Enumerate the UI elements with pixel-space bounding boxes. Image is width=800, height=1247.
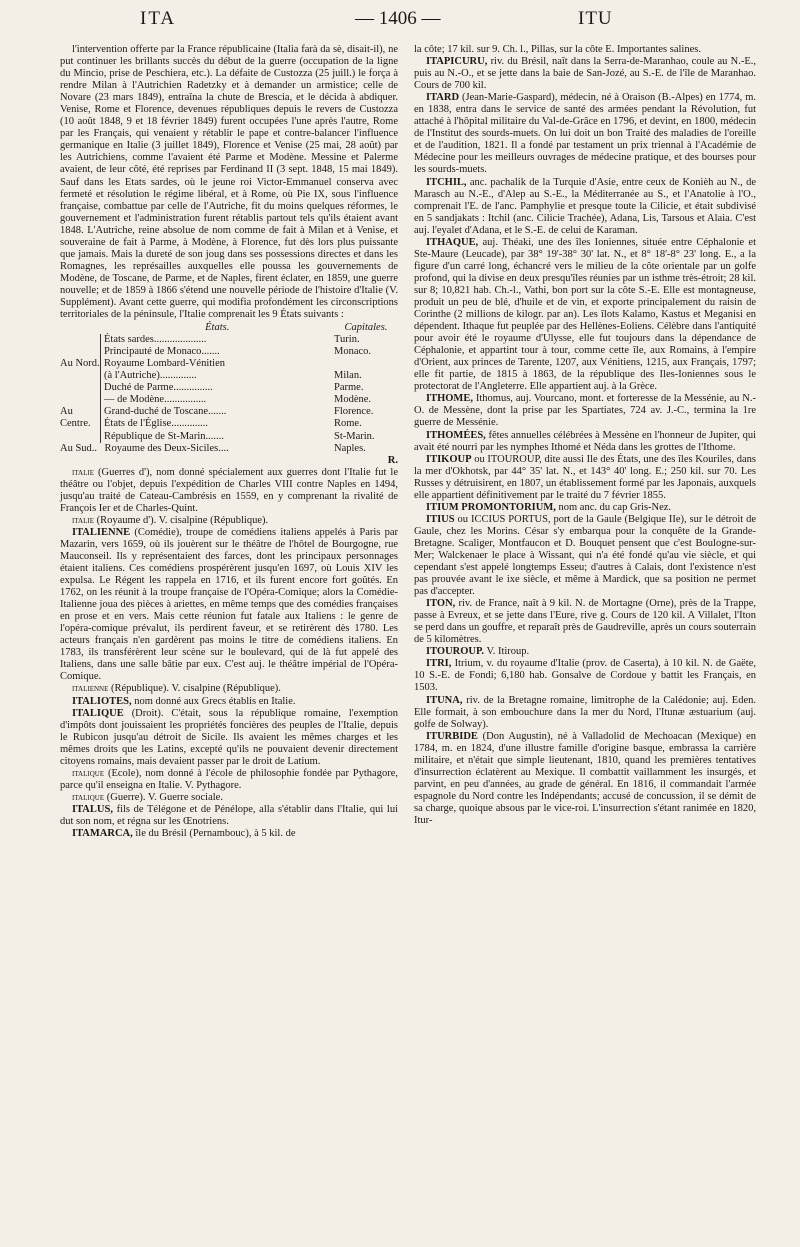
entry-text: fêtes annuelles célébrées à Messène en l'honneur de Jupiter, qui avait été nourri par les nymphes Ithomé et Néda dans les grottes de l'Ithome. xyxy=(414,429,756,453)
entry-head: ITALUS, xyxy=(72,803,113,815)
entry-text: (Don Augustin), né à Valladolid de Mechoacan (Mexique) en 1784, m. en 1824, d'une illustre famille d'origine basque, embrassa la carrière militaire, et n'était que simple lieutenant, 1810, quand les premières tentatives d'insurrection éclatèrent au Mexique. Il combattit vaillamment les insurgés, et parvint, en peu d'années, au grade de général. En 1816, il commandait l'armée espagnole du Nord contre les Indépendants; accusé de concussion, il se démit de sa charge, quoique absous par le vice-roi. L'insurrection s'étant ranimée en 1820, Itur- xyxy=(414,730,757,826)
entry-text: Itrium, v. du royaume d'Italie (prov. de Caserta), à 10 kil. N. de Gaëte, 10 S.-E. de Fondi; 6,180 hab. Gonsalve de Cordoue y battit les Français, en 1503. xyxy=(414,658,757,694)
capitals-header: Capitales. xyxy=(344,322,388,334)
entry-text: (République). V. cisalpine (République). xyxy=(111,683,281,695)
entry-ituna xyxy=(414,695,756,731)
state-capital: Rome. xyxy=(334,418,362,430)
entry-itikoup xyxy=(414,454,756,502)
entry-text: V. Itiroup. xyxy=(486,646,530,658)
table-row xyxy=(60,358,398,370)
header-left: ITA xyxy=(140,8,177,29)
table-row xyxy=(60,346,398,358)
entry-text: nom donné aux Grecs établis en Italie. xyxy=(134,695,296,707)
table-row xyxy=(60,334,398,346)
state-name: Principauté de Monaco....... xyxy=(101,346,335,358)
state-name: Grand-duché de Toscane....... xyxy=(101,406,335,418)
entry-ithaque xyxy=(414,237,756,394)
state-name: Duché de Parme............... xyxy=(101,382,335,394)
entry-head: ITON, xyxy=(426,598,456,610)
table-row xyxy=(60,418,398,430)
state-capital: Milan. xyxy=(334,370,362,382)
entry-head: ITIUM PROMONTORIUM, xyxy=(426,501,556,513)
state-name: États sardes.................... xyxy=(101,334,335,346)
entry-text: Ithomus, auj. Vourcano, mont. et forteresse de la Messénie, au N.-O. de Messène, dont la prise par les Spartiates, 724 av. J.-C., termina la 1re guerre de Messénie. xyxy=(414,393,756,429)
state-name: — de Modène................ xyxy=(101,394,335,406)
entry-text: (Ecole), nom donné à l'école de philosophie fondée par Pythagore, parce qu'il enseigna en Italie. V. Pythagore. xyxy=(60,767,398,791)
state-name: Royaume Lombard-Vénitien xyxy=(101,358,335,370)
states-table xyxy=(60,322,398,467)
entry-head: italique xyxy=(72,767,105,779)
entry-head: ITIKOUP xyxy=(426,453,472,465)
page-header xyxy=(0,4,800,34)
entry-italienne-republique xyxy=(60,683,398,695)
region-nord: Au Nord. xyxy=(60,358,100,370)
entry-head: ITUNA, xyxy=(426,694,463,706)
state-capital: St-Marin. xyxy=(334,430,375,442)
entry-italie-continued: l'intervention offerte par la France républicaine (Italia farà da sè, disait-il), ne put continuer les brillants succès du début de la guerre (occupation de la ligne du Mincio, prise de Peschiera, etc.). La défaite de Custozza (25 juill.) le força à rendre Milan à l'Autrichien Radetzky et à demander un armistice; celle de Novare (23 mars 1849), entraîna la chute de Brescia, et le décida à abdiquer. Venise, Rome et Florence, devenues républiques depuis le revers de Custozza (10 août 1848, 9 et 18 février 1849) furent occupées l'une après l'autre, Rome par les Français, qui venaient y rétablir le pape et contre-balancer l'influence germanique en Italie (3 juillet 1849), Florence et Venise (25 mai, 28 août) par les Autrichiens, comme l'avaient été Parme et Modène. Messine et Palerme avaient, de leur côté, été reprises par Ferdinand II (3 sept. 1848, 15 mai 1849). Sauf dans les Etats sardes, où le jeune roi Victor-Emmanuel conserva avec fermeté et résolution le régime libéral, et à Rome, où Pie IX, sous l'influence française, combattue par celle de l'Autriche, fit du moins quelques réformes, le gouvernement et l'administration furent rétablis partout tels qu'ils étaient avant 1848. L'Autriche, reine absolue de nom comme de fait à Milan et à Venise, et souveraine de fait à Parme, à Modène, à Florence, fut dès lors plus puissante que jamais. Mais la dureté de son joug dans ses possessions directes et dans les Romagnes, les représailles auxquelles elle poussa les gouvernements de Modène, de Toscane, de Parme, et de Naples, firent éclater, en 1859, une guerre nouvelle; et de 1859 à 1866 s'étend une nouvelle période de l'histoire d'Italie (V. Supplément). Avant cette guerre, qui modifia profondément les circonscriptions territoriales de la péninsule, l'Italie comprenait les 9 États suivants : xyxy=(60,44,398,321)
entry-head: ITAMARCA, xyxy=(72,828,133,840)
entry-italique-ecole xyxy=(60,768,398,792)
entry-head: ITIUS xyxy=(426,513,455,525)
table-row xyxy=(60,443,398,455)
entry-head: ITAPICURU, xyxy=(426,56,488,68)
entry-itamarca xyxy=(60,828,398,840)
entry-text: (Guerres d'), nom donné spécialement aux guerres dont l'Italie fut le théâtre ou l'objet, depuis l'expédition de Charles VIII contre Naples en 1494, jusqu'au traité de Cateau-Cambrésis en 1559, en y comprenant la rivalité de François Ier et de Charles-Quint. xyxy=(60,466,399,514)
table-row xyxy=(60,406,398,418)
state-capital: Monaco. xyxy=(334,346,372,358)
table-row xyxy=(60,370,398,382)
state-capital: Naples. xyxy=(334,442,366,454)
state-capital xyxy=(334,358,398,370)
entry-head: ITCHIL, xyxy=(426,176,467,188)
table-row xyxy=(60,431,398,443)
entry-text: anc. pachalik de la Turquie d'Asie, entre ceux de Konièh au N., de Marasch au N.-E., d'Alep au S.-E., la Méditerranée au S., et l'Anatolie à l'O., comprenait l'E. de l'anc. Pamphylie et presque toute la Cilicie, et était subdivisé en 5 sandjakats : Itchil (anc. Cilicie Trachée), Adana, Lis, Tarsous et Alaia. C'est auj. l'eyalet d'Adana, et le S.-E. de celui de Karaman. xyxy=(414,176,756,236)
entry-text: (Guerre). V. Guerre sociale. xyxy=(106,791,223,803)
table-row xyxy=(60,382,398,394)
entry-itius xyxy=(414,514,756,598)
states-header: États. xyxy=(205,322,230,334)
region-centre: Au Centre. xyxy=(60,406,91,430)
right-column xyxy=(414,44,756,827)
entry-iton xyxy=(414,598,756,646)
entry-head: italique xyxy=(72,791,105,803)
entry-head: ITALIQUE xyxy=(72,707,124,719)
entry-head: ITALIOTES, xyxy=(72,695,132,707)
state-capital: Florence. xyxy=(334,406,374,418)
entry-head: italie xyxy=(72,466,94,478)
entry-itchil xyxy=(414,177,756,237)
entry-text: (Royaume d'). V. cisalpine (République). xyxy=(96,514,269,526)
entry-italus xyxy=(60,804,398,828)
entry-text: riv. de France, naît à 9 kil. N. de Mortagne (Orne), près de la Trappe, passe à Evreux, et se jette dans l'Eure, rive g. Cours de 120 kil. A Villalet, l'Iton se perd dans un gouffre, et reparaît près de Gaudreville, après un cours souterrain de 5 kilomètres. xyxy=(414,598,757,646)
entry-text: fils de Télégone et de Pénélope, alla s'établir dans l'Italie, qui lui dut son nom, et régna sur les Œnotriens. xyxy=(60,803,399,827)
state-name: (à l'Autriche).............. xyxy=(101,370,335,382)
entry-ithome xyxy=(414,393,756,429)
entry-italie-royaume xyxy=(60,515,398,527)
entry-ithomees xyxy=(414,430,756,454)
entry-head: ITHOMÉES, xyxy=(426,429,486,441)
entry-head: ITARD xyxy=(426,92,460,104)
entry-head: ITHAQUE, xyxy=(426,236,479,248)
entry-text: riv. du Brésil, naît dans la Serra-de-Maranhao, coule au N.-E., puis au N.-O., et se jette dans la baie de San-Jozé, au S.-E. de l'île de Maranhao. Cours de 700 kil. xyxy=(414,56,756,92)
entry-text: riv. de la Bretagne romaine, limitrophe de la Calédonie; auj. Eden. Elle formait, à son embouchure dans la mer du Nord, l'Itunæ æstuarium (auj. golfe de Solway). xyxy=(414,694,757,730)
header-right: ITU xyxy=(578,8,613,29)
entry-head: italie xyxy=(72,514,94,526)
entry-head: ITRI, xyxy=(426,658,452,670)
state-capital: Modène. xyxy=(334,394,372,406)
entry-text: ou ITOUROUP, dite aussi Ile des États, une des îles Kouriles, dans la mer d'Okhotsk, par 44° 35' lat. N., et 143° 40' long. E.; 250 kil. sur 70. Les Russes y détruisirent, en 1807, un établissement formé par les Japonais, auxquels elle appartient définitivement par le traité du 7 février 1855. xyxy=(414,453,757,501)
entry-itapicuru xyxy=(414,56,756,92)
entry-itard xyxy=(414,92,756,176)
table-row xyxy=(60,394,398,406)
entry-text: (Jean-Marie-Gaspard), médecin, né à Oraison (B.-Alpes) en 1774, m. en 1838, entra dans le service de santé des armées pendant la Révolution, fut attaché à l'hôpital militaire du Val-de-Grâce en 1796, et devint, en 1800, médecin de l'Institut des sourds-muets. On lui doit un bon Traité des maladies de l'oreille et de l'audition, 1821. Il a fondé par testament un prix triennal à l'Académie de Médecine pour les meilleurs ouvrages de médecine pratique, et des bourses pour les sourds-muets. xyxy=(414,92,756,176)
entry-head: ITURBIDE xyxy=(426,730,478,742)
state-capital: Parme. xyxy=(334,382,364,394)
header-page-number: — 1406 — xyxy=(355,8,441,29)
entry-itouroup xyxy=(414,646,756,658)
state-capital: Turin. xyxy=(334,334,360,346)
entry-italique-droit xyxy=(60,708,398,768)
entry-italienne-comedie xyxy=(60,527,398,684)
entry-itium xyxy=(414,502,756,514)
entry-head: ITALIENNE xyxy=(72,526,131,538)
entry-italiotes xyxy=(60,696,398,708)
entry-head: italienne xyxy=(72,683,109,695)
entry-text: (Comédie), troupe de comédiens italiens appelés à Paris par Mazarin, vers 1659, où ils jouèrent sur le théâtre de l'hôtel de Bourgogne, rue Mauconseil. Ils y représentaient des farces, dont les principaux personnages étaient italiens. Ces comédiens prospérèrent jusqu'en 1697, où Louis XIV les expulsa. Le Régent les rappela en 1716, et ils furent encore fort goûtés. En 1762, on les réunit à la troupe française de l'Opéra-Comique; alors la Comédie-Italienne joua des pièces à ariettes, en même temps que des comédies françaises en prose et en vers. Mais cette réunion fut fatale aux Italiens : le genre de l'opéra-comique prévalut, ils perdirent faveur, et se retirèrent dès 1780. Les acteurs français n'en gardèrent pas moins le titre de comédiens italiens. En 1783, ils transférèrent leur scène sur le boulevard, qui de là fut appelé des Italiens, dans une salle bâtie par eux. C'est auj. le théâtre impérial de l'Opéra-Comique. xyxy=(60,526,398,683)
state-name: République de St-Marin....... xyxy=(101,431,335,443)
entry-itri xyxy=(414,658,756,694)
state-name: Royaume des Deux-Siciles.... xyxy=(104,442,229,454)
entry-head: ITOUROUP. xyxy=(426,646,485,658)
entry-itamarca-continued: la côte; 17 kil. sur 9. Ch. l., Pillas, sur la côte E. Importantes salines. xyxy=(414,44,701,55)
entry-text: île du Brésil (Pernambouc), à 5 kil. de xyxy=(135,828,296,840)
state-name: États de l'Église.............. xyxy=(101,418,335,430)
entry-text: (Droit). C'était, sous la république romaine, l'exemption d'impôts dont jouissaient les propriétés foncières des peuples de l'Italie, depuis le Rubicon jusqu'au détroit de Sicile. Ils avaient les mêmes charges et les mêmes droits que les Latins, excepté qu'ils ne pouvaient devenir directement citoyens romains, mais devaient passer par le droit de Latium. xyxy=(60,707,398,767)
entry-text: auj. Théaki, une des îles Ioniennes, située entre Céphalonie et Ste-Maure (Leucade), par 38° 19'-38° 30' lat. N., et 8° 18'-8° 23' long. E., a la figure d'un carré long, échancré vers le milieu de la côte orientale par un golfe profond, qui la divise en deux presqu'îles réunies par un isthme très-étroit; 28 kil. sur 8; 10,821 hab. Ch.-l., Vathi, bon port sur la côte S.-E. Elle est montagneuse, produit un peu de blé, d'huile et de vin, et exporte principalement du raisin de Corinthe (2 millions de kilogr. par an). Les îlots Kalamo, Kastus et Meganisi en dépendent. Ithaque fut peuplée par des Hellènes-Eoliens. Célèbre dans l'antiquité pour avoir été le royaume d'Ulysse, elle fut toujours dans la dépendance de Céphalonie, et appartint tour à tour, comme cette île, aux Romains, à l'empire d'Orient, aux princes de Tarente, 1207, aux Vénitiens, 1215, aux Français, 1797; elle fit partie, de 1815 à 1863, de la république des Iles-Ioniennes sous le protectorat de l'Angleterre. Elle appartient auj. à la Grèce. xyxy=(414,236,757,393)
entry-text: nom anc. du cap Gris-Nez. xyxy=(558,501,672,513)
region-sud: Au Sud.. xyxy=(60,442,98,454)
entry-iturbide xyxy=(414,731,756,827)
entry-italique-guerre xyxy=(60,792,398,804)
entry-text: ou ICCIUS PORTUS, port de la Gaule (Belgique IIe), sur le détroit de Gaule, chez les Morins. César s'y embarqua pour la conquête de la Grande-Bretagne. Scaliger, Montfaucon et D. Bouquet pensent que c'est Boulogne-sur-Mer; Walckenaer le place à Wissant, qui n'a été fondé qu'au vie siècle, et qui cependant s'est appelé longtemps Esseu; d'autres à Calais, dont l'existence n'est pas prouvée avant le ixe siècle, et même à Mardick, que sa position ne permet pas d'accepter. xyxy=(414,513,757,598)
entry-italie-guerres xyxy=(60,467,398,515)
left-column xyxy=(60,44,398,840)
entry-head: ITHOME, xyxy=(426,393,473,405)
author-initial: R. xyxy=(387,454,398,466)
